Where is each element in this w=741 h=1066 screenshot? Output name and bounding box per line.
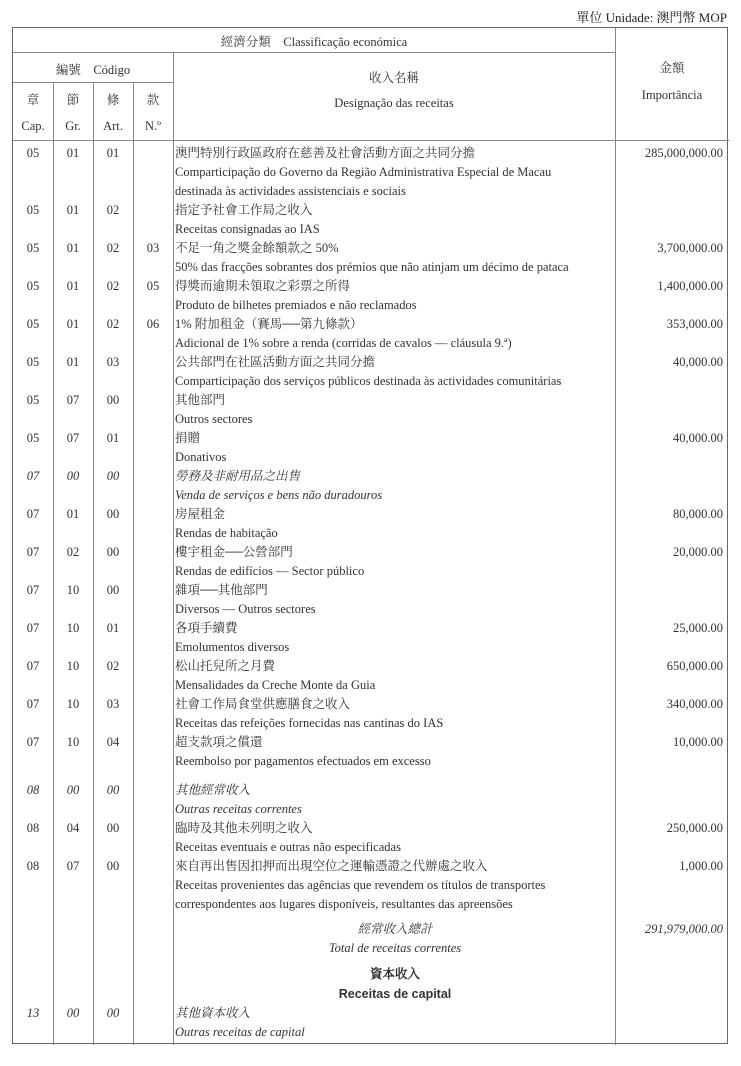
code-art: 00 bbox=[106, 469, 120, 483]
code-gr: 10 bbox=[66, 735, 80, 749]
code-art: 02 bbox=[106, 659, 120, 673]
code-art: 04 bbox=[106, 735, 120, 749]
n-header-zh: 款 bbox=[146, 93, 160, 107]
code-cap: 05 bbox=[26, 431, 40, 445]
designation-pt: Produto de bilhetes premiados e não reclamados bbox=[175, 298, 417, 312]
table-row bbox=[13, 619, 729, 657]
code-cap: 07 bbox=[26, 507, 40, 521]
cap-header-zh: 章 bbox=[26, 93, 40, 107]
code-art: 00 bbox=[106, 821, 120, 835]
designation-pt: Receitas consignadas ao IAS bbox=[175, 222, 320, 236]
code-gr: 01 bbox=[66, 355, 80, 369]
total-amount: 291,979,000.00 bbox=[644, 922, 723, 936]
gr-header-zh: 節 bbox=[66, 93, 80, 107]
code-n: 03 bbox=[146, 241, 160, 255]
code-art: 01 bbox=[106, 146, 120, 160]
code-cap: 08 bbox=[26, 859, 40, 873]
table-row bbox=[13, 467, 729, 505]
designation-zh: 超支款項之償還 bbox=[175, 735, 263, 749]
designation-pt: Outras receitas de capital bbox=[175, 1025, 305, 1039]
code-gr: 10 bbox=[66, 583, 80, 597]
revenue-table bbox=[12, 27, 728, 1044]
code-gr: 01 bbox=[66, 317, 80, 331]
designation-zh: 捐贈 bbox=[175, 431, 201, 445]
code-art: 02 bbox=[106, 203, 120, 217]
designation-zh: 勞務及非耐用品之出售 bbox=[175, 469, 301, 483]
designation-zh: 其他資本收入 bbox=[175, 1006, 251, 1020]
code-gr: 01 bbox=[66, 279, 80, 293]
code-cap: 08 bbox=[26, 821, 40, 835]
designation-pt: Diversos — Outros sectores bbox=[175, 602, 316, 616]
designation-zh: 不足一角之獎金餘額款之 50% bbox=[175, 241, 339, 255]
amount: 1,000.00 bbox=[679, 859, 723, 873]
code-cap: 05 bbox=[26, 355, 40, 369]
designation-pt: Receitas eventuais e outras não especificadas bbox=[175, 840, 401, 854]
code-n: 05 bbox=[146, 279, 160, 293]
amount: 650,000.00 bbox=[666, 659, 723, 673]
designation-header-zh: 收入名稱 bbox=[368, 71, 419, 85]
amount-header-pt: Importância bbox=[641, 88, 703, 102]
art-header-zh: 條 bbox=[106, 93, 120, 107]
table-row bbox=[13, 819, 729, 857]
designation-zh: 來自再出售因扣押而出現空位之運輸憑證之代辦處之收入 bbox=[175, 859, 488, 873]
table-row bbox=[13, 733, 729, 771]
total-label-pt: Total de receitas correntes bbox=[328, 941, 462, 955]
code-art: 03 bbox=[106, 355, 120, 369]
designation-pt: Comparticipação dos serviços públicos destinada às actividades comunitárias bbox=[175, 374, 562, 388]
code-art: 01 bbox=[106, 621, 120, 635]
code-gr: 04 bbox=[66, 821, 80, 835]
amount: 80,000.00 bbox=[673, 507, 723, 521]
designation-pt: Comparticipação do Governo da Região Administrativa Especial de Macau bbox=[175, 165, 552, 179]
table-row bbox=[13, 581, 729, 619]
designation-zh: 雜項──其他部門 bbox=[175, 583, 268, 597]
designation-pt: Rendas de edifícios — Sector público bbox=[175, 564, 365, 578]
code-cap: 07 bbox=[26, 469, 40, 483]
table-row bbox=[13, 353, 729, 391]
designation-pt: Emolumentos diversos bbox=[175, 640, 290, 654]
code-art: 00 bbox=[106, 393, 120, 407]
amount: 340,000.00 bbox=[666, 697, 723, 711]
code-cap: 05 bbox=[26, 146, 40, 160]
code-cap: 05 bbox=[26, 203, 40, 217]
code-header: 編號 Código bbox=[55, 63, 131, 77]
capital-heading-zh: 資本收入 bbox=[369, 967, 420, 981]
code-gr: 07 bbox=[66, 431, 80, 445]
code-art: 00 bbox=[106, 545, 120, 559]
designation-pt: Outras receitas correntes bbox=[175, 802, 302, 816]
table-row bbox=[13, 657, 729, 695]
code-gr: 00 bbox=[66, 1006, 80, 1020]
designation-pt: Venda de serviços e bens não duradouros bbox=[175, 488, 383, 502]
table-row bbox=[13, 1004, 729, 1042]
code-n: 06 bbox=[146, 317, 160, 331]
table-row bbox=[13, 277, 729, 315]
code-gr: 01 bbox=[66, 146, 80, 160]
amount: 40,000.00 bbox=[673, 431, 723, 445]
amount: 25,000.00 bbox=[673, 621, 723, 635]
table-row bbox=[13, 391, 729, 429]
code-art: 00 bbox=[106, 507, 120, 521]
designation-pt: Reembolso por pagamentos efectuados em excesso bbox=[175, 754, 431, 768]
designation-zh: 其他經常收入 bbox=[175, 783, 251, 797]
designation-zh: 得獎而逾期未領取之彩票之所得 bbox=[175, 279, 351, 293]
code-gr: 00 bbox=[66, 783, 80, 797]
designation-pt: Mensalidades da Creche Monte da Guia bbox=[175, 678, 376, 692]
designation-pt: Receitas provenientes das agências que revendem os títulos de transportes bbox=[175, 878, 546, 892]
code-art: 03 bbox=[106, 697, 120, 711]
table-row bbox=[13, 781, 729, 819]
code-cap: 08 bbox=[26, 783, 40, 797]
capital-heading-pt: Receitas de capital bbox=[338, 987, 452, 1001]
amount: 250,000.00 bbox=[666, 821, 723, 835]
code-art: 00 bbox=[106, 1006, 120, 1020]
gr-header-pt: Gr. bbox=[65, 119, 81, 133]
code-art: 02 bbox=[106, 241, 120, 255]
designation-pt: Outros sectores bbox=[175, 412, 253, 426]
table-body bbox=[13, 141, 729, 1042]
amount: 10,000.00 bbox=[673, 735, 723, 749]
code-cap: 07 bbox=[26, 735, 40, 749]
amount: 3,700,000.00 bbox=[657, 241, 723, 255]
total-label-zh: 經常收入總計 bbox=[357, 922, 433, 936]
amount-header-zh: 金額 bbox=[659, 61, 685, 75]
designation-zh: 社會工作局食堂供應膳食之收入 bbox=[175, 697, 351, 711]
code-art: 02 bbox=[106, 279, 120, 293]
code-cap: 13 bbox=[26, 1006, 40, 1020]
code-gr: 01 bbox=[66, 203, 80, 217]
code-gr: 00 bbox=[66, 469, 80, 483]
designation-pt: Receitas das refeições fornecidas nas cantinas do IAS bbox=[175, 716, 444, 730]
table-row bbox=[13, 239, 729, 277]
designation-zh: 樓宇租金──公營部門 bbox=[175, 545, 293, 559]
code-cap: 07 bbox=[26, 545, 40, 559]
amount: 20,000.00 bbox=[673, 545, 723, 559]
amount: 285,000,000.00 bbox=[644, 146, 723, 160]
designation-zh: 房屋租金 bbox=[175, 507, 226, 521]
code-cap: 07 bbox=[26, 659, 40, 673]
designation-zh: 松山托兒所之月費 bbox=[175, 659, 276, 673]
table-row bbox=[13, 695, 729, 733]
code-gr: 07 bbox=[66, 393, 80, 407]
n-header-pt: N.º bbox=[144, 119, 162, 133]
code-gr: 02 bbox=[66, 545, 80, 559]
classification-header: 經濟分類 Classificação económica bbox=[220, 35, 408, 49]
total-row bbox=[13, 920, 729, 958]
designation-pt: Donativos bbox=[175, 450, 227, 464]
table-row bbox=[13, 857, 729, 914]
code-gr: 01 bbox=[66, 241, 80, 255]
code-cap: 07 bbox=[26, 697, 40, 711]
code-gr: 01 bbox=[66, 507, 80, 521]
designation-pt: correspondentes aos lugares disponíveis, resultantes das apreensões bbox=[175, 897, 513, 911]
code-gr: 07 bbox=[66, 859, 80, 873]
code-cap: 07 bbox=[26, 583, 40, 597]
designation-zh: 公共部門在社區活動方面之共同分擔 bbox=[175, 355, 376, 369]
code-gr: 10 bbox=[66, 659, 80, 673]
code-gr: 10 bbox=[66, 697, 80, 711]
cap-header-pt: Cap. bbox=[21, 119, 45, 133]
code-art: 01 bbox=[106, 431, 120, 445]
table-row bbox=[13, 144, 729, 201]
divider bbox=[13, 52, 615, 53]
code-art: 02 bbox=[106, 317, 120, 331]
designation-pt: destinada às actividades assistenciais e sociais bbox=[175, 184, 406, 198]
designation-zh: 臨時及其他未列明之收入 bbox=[175, 821, 313, 835]
table-row bbox=[13, 201, 729, 239]
table-row bbox=[13, 505, 729, 543]
art-header-pt: Art. bbox=[103, 119, 123, 133]
code-art: 00 bbox=[106, 859, 120, 873]
code-art: 00 bbox=[106, 583, 120, 597]
code-cap: 05 bbox=[26, 317, 40, 331]
capital-heading bbox=[13, 964, 729, 1004]
amount: 353,000.00 bbox=[666, 317, 723, 331]
amount: 40,000.00 bbox=[673, 355, 723, 369]
code-cap: 07 bbox=[26, 621, 40, 635]
amount: 1,400,000.00 bbox=[657, 279, 723, 293]
table-row bbox=[13, 543, 729, 581]
code-gr: 10 bbox=[66, 621, 80, 635]
unit-label: 單位 Unidade: 澳門幣 MOP bbox=[576, 10, 727, 25]
code-cap: 05 bbox=[26, 279, 40, 293]
designation-zh: 其他部門 bbox=[175, 393, 226, 407]
designation-pt: Rendas de habitação bbox=[175, 526, 278, 540]
designation-zh: 各項手續費 bbox=[175, 621, 238, 635]
designation-pt: Adicional de 1% sobre a renda (corridas de cavalos — cláusula 9.ª) bbox=[175, 336, 512, 350]
designation-pt: 50% das fracções sobrantes dos prémios que não atinjam um décimo de pataca bbox=[175, 260, 569, 274]
code-cap: 05 bbox=[26, 241, 40, 255]
code-art: 00 bbox=[106, 783, 120, 797]
designation-zh: 1% 附加租金（賽馬──第九條款） bbox=[175, 317, 363, 331]
designation-header-pt: Designação das receitas bbox=[334, 96, 454, 110]
code-cap: 05 bbox=[26, 393, 40, 407]
table-row bbox=[13, 429, 729, 467]
designation-zh: 指定予社會工作局之收入 bbox=[175, 203, 313, 217]
designation-zh: 澳門特別行政區政府在慈善及社會活動方面之共同分擔 bbox=[175, 146, 476, 160]
table-row bbox=[13, 315, 729, 353]
